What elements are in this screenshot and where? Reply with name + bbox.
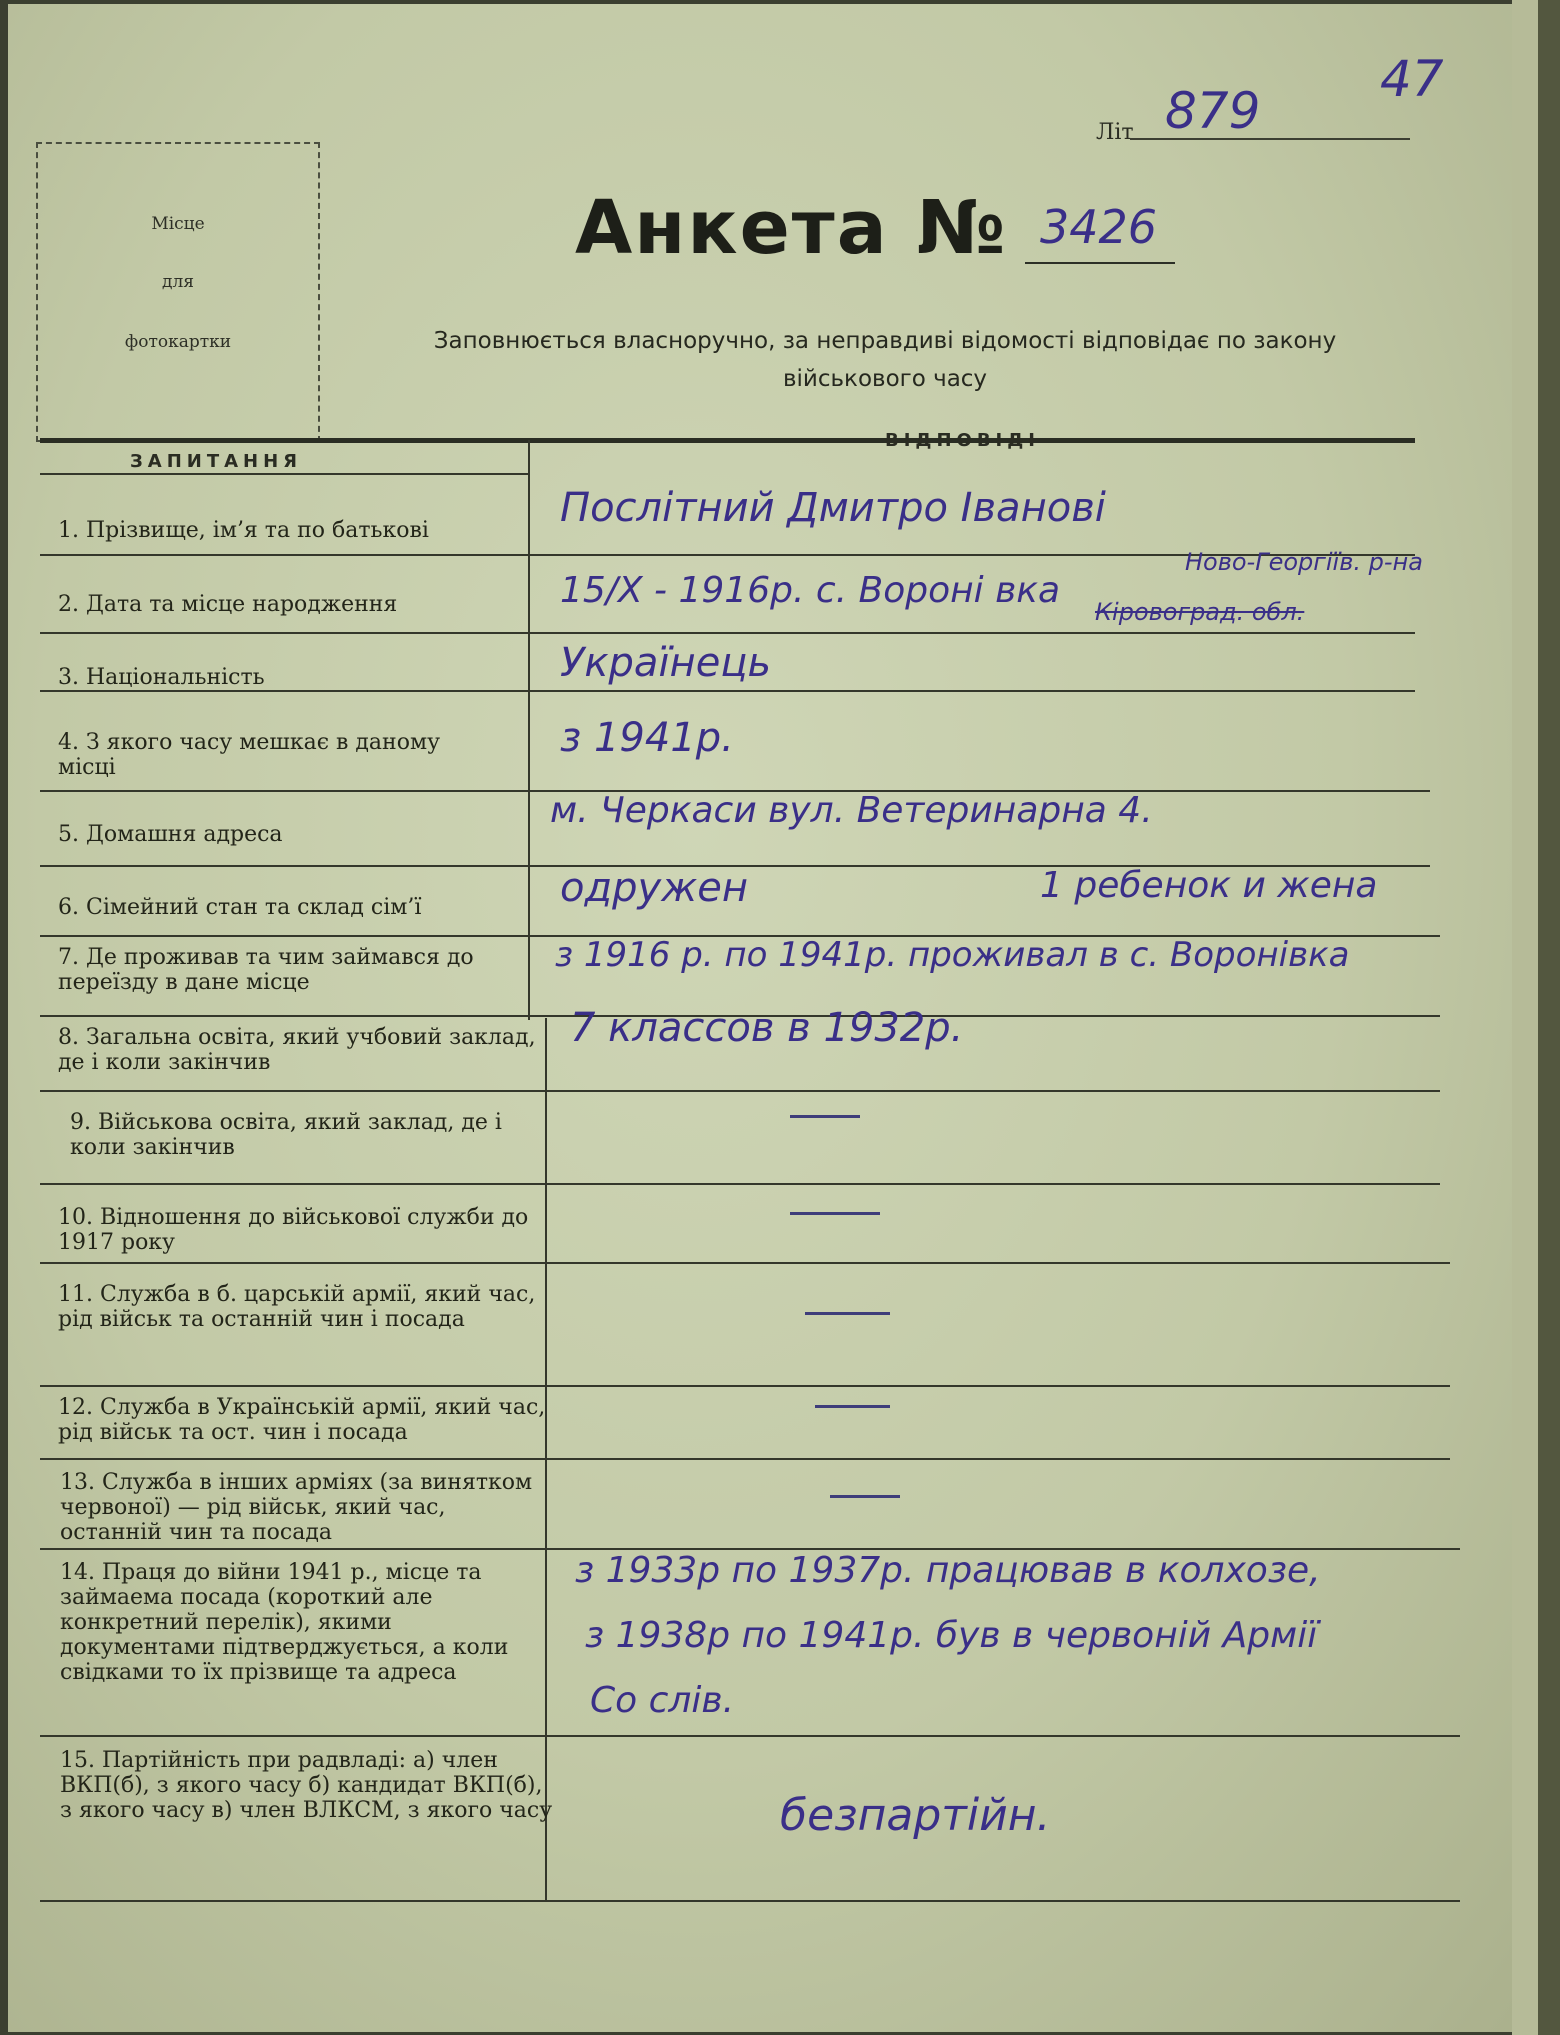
question-15: 15. Партійність при радвладі: а) член ВКП(б), з якого часу б) кандидат ВКП(б), з якого часу в) член ВЛКСМ, з якого часу xyxy=(60,1748,553,1823)
form-title: Анкета № xyxy=(575,185,1008,271)
row-separator xyxy=(40,1090,1440,1092)
answer-13-dash xyxy=(830,1495,900,1498)
photo-label-line-1: Місце xyxy=(151,214,205,234)
question-1: 1. Прізвище, ім’я та по батькові xyxy=(58,518,429,543)
answer-1: Послітний Дмитро Іванові xyxy=(560,485,1106,531)
page-stack-shadow xyxy=(1538,0,1560,2035)
row-separator xyxy=(40,1183,1440,1185)
table-top-rule xyxy=(40,438,1415,443)
answer-9-dash xyxy=(790,1115,860,1118)
question-6: 6. Сімейний стан та склад сім’ї xyxy=(58,895,422,920)
question-8: 8. Загальна освіта, який учбовий заклад, де і коли закінчив xyxy=(58,1025,536,1075)
table-bottom-rule xyxy=(40,1900,1460,1902)
answer-2-district: Ново-Георгіїв. р-на xyxy=(1185,548,1423,576)
subtitle-line-2: військового часу xyxy=(782,366,988,392)
answer-14-line-1: з 1933р по 1937р. працював в колхозе, xyxy=(575,1550,1321,1591)
answer-10-dash xyxy=(790,1212,880,1215)
question-9: 9. Військова освіта, який заклад, де і коли закінчив xyxy=(70,1110,502,1160)
answers-column-header: ВІДПОВІДІ xyxy=(885,430,1040,451)
question-2: 2. Дата та місце народження xyxy=(58,592,398,617)
question-4: 4. З якого часу мешкає в даному місці xyxy=(58,730,441,780)
row-separator xyxy=(40,690,1415,692)
photo-placeholder-box xyxy=(36,142,320,442)
answer-6-family: 1 ребенок и жена xyxy=(1040,865,1378,906)
answer-15: безпартійн. xyxy=(780,1790,1051,1841)
answer-8: 7 классов в 1932р. xyxy=(570,1005,964,1051)
answer-2: 15/Х - 1916р. с. Вороні вка xyxy=(560,570,1061,611)
form-number-underline xyxy=(1025,262,1175,264)
column-divider-upper xyxy=(528,440,530,1020)
lit-extra-number: 47 xyxy=(1380,50,1444,108)
answer-6: одружен xyxy=(560,865,748,911)
question-10: 10. Відношення до військової служби до 1917 року xyxy=(58,1205,529,1255)
questions-column-header: ЗАПИТАННЯ xyxy=(130,451,303,472)
photo-label-line-3: фотокартки xyxy=(124,332,232,352)
question-3: 3. Національність xyxy=(58,665,265,690)
question-5: 5. Домашня адреса xyxy=(58,822,283,847)
row-separator xyxy=(40,1262,1450,1264)
question-13: 13. Служба в інших арміях (за винятком червоної) — рід військ, який час, останній чин та посада xyxy=(60,1470,533,1545)
form-subtitle xyxy=(350,322,1420,398)
question-14: 14. Праця до війни 1941 р., місце та займаема посада (короткий але конкретний перелік), якими документами підтверджується, а коли свідками то їх прізвище та адреса xyxy=(60,1560,509,1685)
form-number: 3426 xyxy=(1040,200,1158,254)
row-separator xyxy=(40,1735,1460,1737)
lit-label: Літ xyxy=(1096,120,1134,145)
photo-label-line-2: для xyxy=(162,272,194,292)
answer-12-dash xyxy=(815,1405,890,1408)
answer-14-line-2: з 1938р по 1941р. був в червоній Армії xyxy=(585,1615,1318,1656)
answer-7: з 1916 р. по 1941р. проживал в с. Воронівка xyxy=(555,935,1350,975)
question-12: 12. Служба в Українській армії, який час, рід військ та ост. чин і посада xyxy=(58,1395,546,1445)
row-separator xyxy=(40,1385,1450,1387)
question-11: 11. Служба в б. царській армії, який час, рід військ та останній чин і посада xyxy=(58,1282,536,1332)
answer-11-dash xyxy=(805,1312,890,1315)
question-7: 7. Де проживав та чим займався до переїзду в дане місце xyxy=(58,945,474,995)
subtitle-line-1: Заповнюється власноручно, за неправдиві відомості відповідає по закону xyxy=(433,328,1337,354)
row-separator xyxy=(40,1458,1450,1460)
answer-14-line-3: Со слів. xyxy=(590,1680,735,1721)
answer-3: Українець xyxy=(560,640,772,686)
lit-value: 879 xyxy=(1165,82,1261,140)
answer-2-region: Кіровоград. обл. xyxy=(1095,598,1305,626)
answer-4: з 1941р. xyxy=(560,715,734,761)
row-separator xyxy=(40,632,1415,634)
answer-5: м. Черкаси вул. Ветеринарна 4. xyxy=(550,790,1153,831)
header-rule xyxy=(40,473,530,475)
